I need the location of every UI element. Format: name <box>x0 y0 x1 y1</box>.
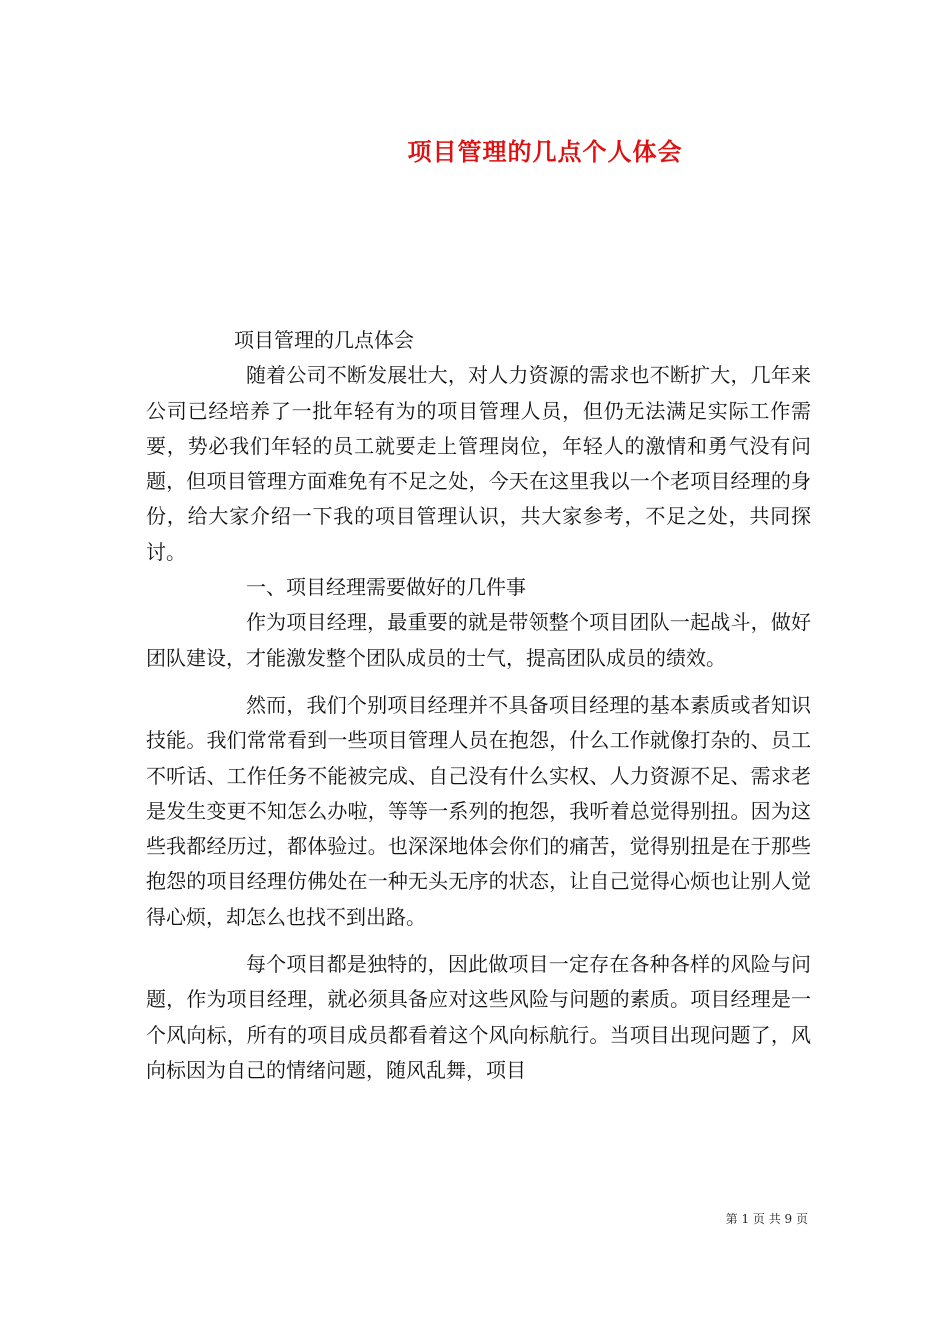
document-title: 项目管理的几点个人体会 <box>407 137 683 166</box>
section-heading-1: 一、项目经理需要做好的几件事 <box>246 575 526 600</box>
paragraph-risks: 每个项目都是独特的，因此做项目一定存在各种各样的风险与问题，作为项目经理，就必须具备应对这些风险与问题的素质。项目经理是一个风向标，所有的项目成员都看着这个风向标航行。当项目出现问题了，风向标因为自己的情绪问题，随风乱舞，项目 <box>146 952 811 1082</box>
paragraph-intro: 随着公司不断发展壮大，对人力资源的需求也不断扩大，几年来公司已经培养了一批年轻有为的项目管理人员，但仍无法满足实际工作需要，势必我们年轻的员工就要走上管理岗位，年轻人的激情和勇气没有问题，但项目管理方面难免有不足之处，今天在这里我以一个老项目经理的身份，给大家介绍一下我的项目管理认识，共大家参考，不足之处，共同探讨。 <box>146 363 811 564</box>
paragraph-complaints: 然而，我们个别项目经理并不具备项目经理的基本素质或者知识技能。我们常常看到一些项目管理人员在抱怨，什么工作就像打杂的、员工不听话、工作任务不能被完成、自己没有什么实权、人力资源不足、需求老是发生变更不知怎么办啦，等等一系列的抱怨，我听着总觉得别扭。因为这些我都经历过，都体验过。也深深地体会你们的痛苦，觉得别扭是在于那些抱怨的项目经理仿佛处在一种无头无序的状态，让自己觉得心烦也让别人觉得心烦，却怎么也找不到出路。 <box>146 692 811 929</box>
section-subtitle: 项目管理的几点体会 <box>234 328 414 352</box>
page-number-footer: 第 1 页 共 9 页 <box>725 1212 808 1226</box>
document-body <box>146 323 811 1088</box>
paragraph-team: 作为项目经理，最重要的就是带领整个项目团队一起战斗，做好团队建设，才能激发整个团队成员的士气，提高团队成员的绩效。 <box>146 610 811 670</box>
